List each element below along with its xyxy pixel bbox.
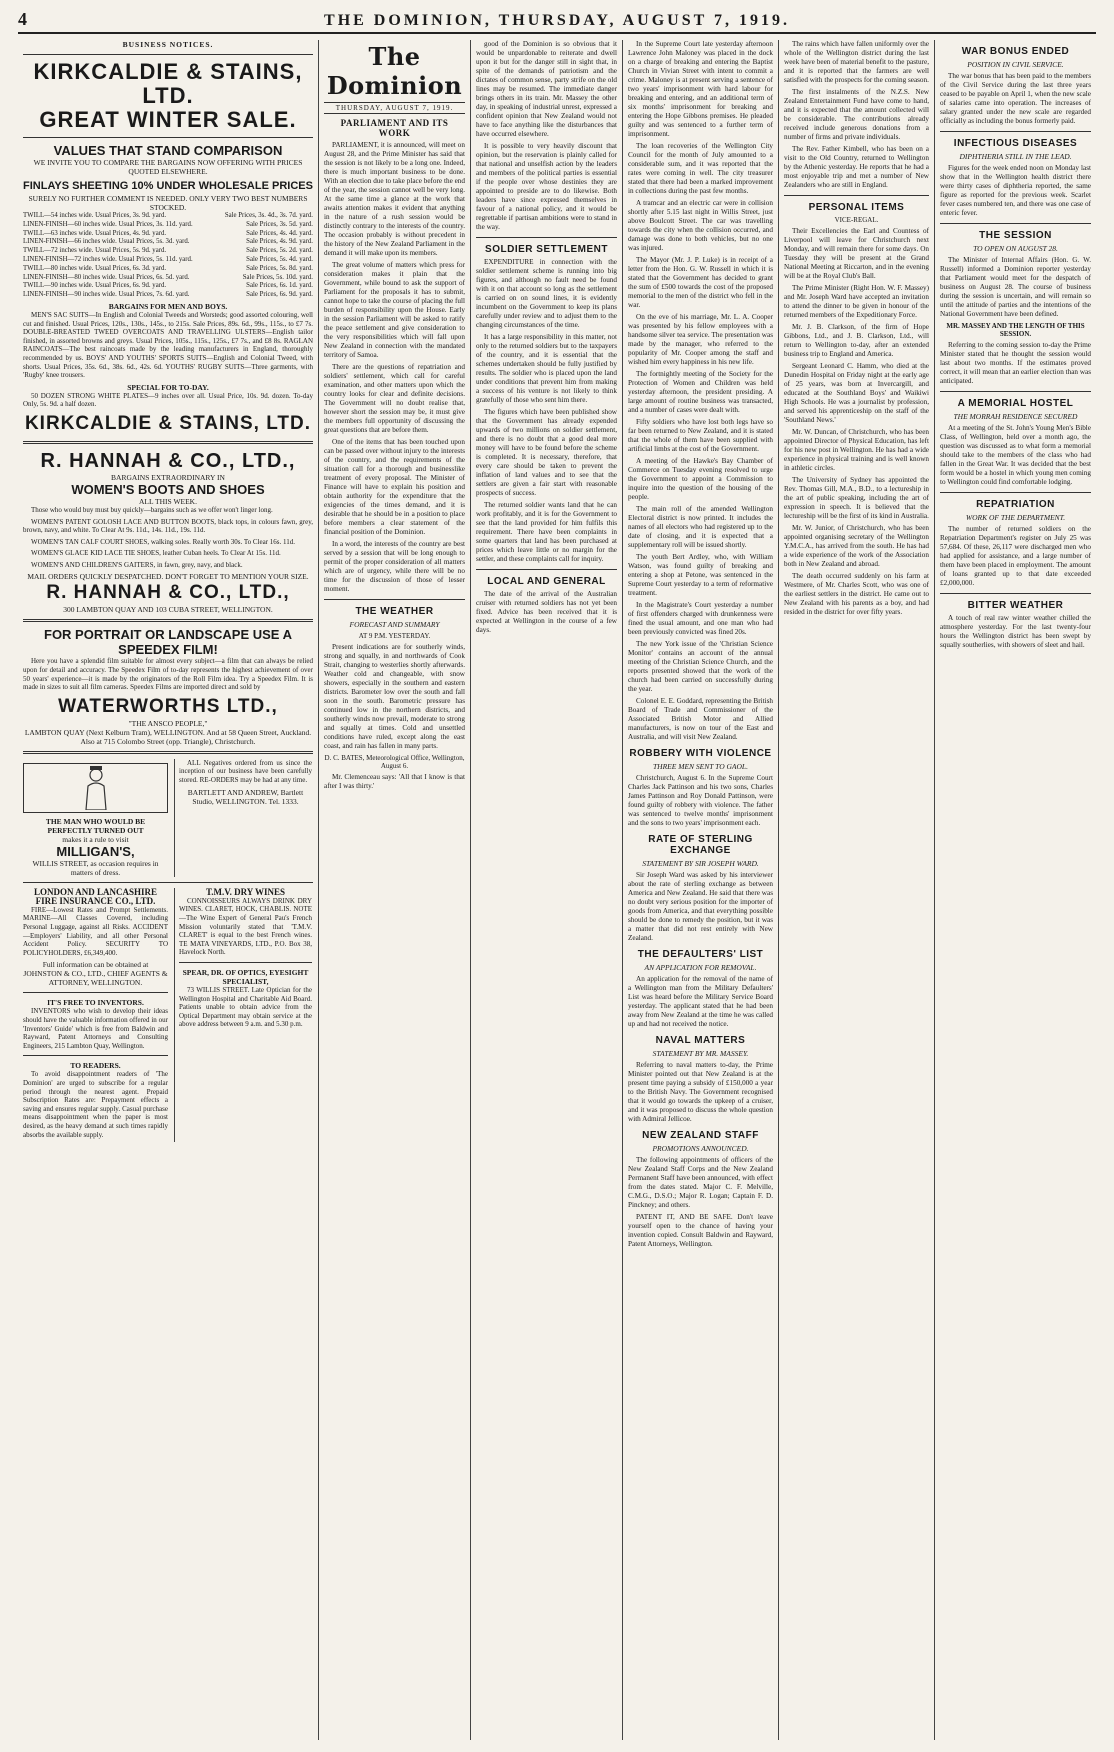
infectious-sub: DIPHTHERIA STILL IN THE LEAD. [959, 152, 1072, 161]
hannah-address: 300 LAMBTON QUAY AND 103 CUBA STREET, WELLINGTON. [63, 605, 273, 615]
leader-paragraph: PARLIAMENT, it is announced, will meet on August 28, and the Prime Minister has said that the session is not likely to be a long one. Indeed, there is much important business to be done. With an election due to take place before the end of the year, the session cannot well be very long. At the same time a glance at the work that awaits attention makes it evident that anything in the nature of a rush session would be distinctly contrary to the interests of the country. The occasion probably is without precedent in the history of the New Zealand Parliament in the demand it will make upon its members. [324, 141, 465, 257]
divider [940, 593, 1091, 594]
memorial-text: At a meeting of the St. John's Young Men's Bible Class, of Wellington, held over a month ago, the question was discussed as to what form a memorial should take to the members of the class who had fallen in the Great War. It was decided that the best form would be a hostel in which young men coming to Wellington could find comfortable lodging. [940, 424, 1091, 486]
weather-heading: THE WEATHER [355, 606, 434, 617]
infectious-text: Figures for the week ended noon on Monday last show that in the Wellington health district there were thirty cases of diphtheria reported, the same figure as reported for the previous week. Scarlet fever cases numbered ten, and there was one case of enteric fever. [940, 164, 1091, 217]
divider [23, 1055, 168, 1056]
price-row [23, 274, 313, 283]
waterworths-address: LAMBTON QUAY (Next Kelburn Tram), WELLINGTON. And at 58 Queen Street, Auckland. Also at 715 Colombo Street (opp. Triangle), Christchurch. [24, 727, 312, 746]
price-item: LINEN-FINISH—90 inches wide. Usual Prices, 7s. 6d. yard. [23, 291, 190, 299]
speedex-text: Here you have a splendid film suitable for almost every subject—a film that can always be relied upon for detail and accuracy. The Speedex Film of to-day represents the highest achievement of over 50 years' experience—it is made by the originators of the Roll Film idea. Try a Speedex Film. It is made in sizes to suit all film cameras. Speedex Films are imported direct and sold by [23, 657, 313, 692]
session-heading: THE SESSION [979, 230, 1052, 241]
personal-heading: PERSONAL ITEMS [808, 202, 905, 213]
kirkcaldie-footer: KIRKCALDIE & STAINS, LTD. [24, 412, 312, 434]
robbery-heading: ROBBERY WITH VIOLENCE [629, 748, 772, 759]
waterworths-name: WATERWORTHS LTD., [58, 695, 278, 717]
personal-paragraph: The death occurred suddenly on his farm at Westmere, of Mr. Charles Scott, who was one of the earliest settlers in the district. He came out to New Zealand with his parents as a boy, and had resided in the district for over fifty years. [784, 572, 929, 616]
hannah-item: WOMEN'S AND CHILDREN'S GAITERS, in fawn, grey, navy, and black. [31, 560, 243, 569]
sale-price: Sale Prices, 6s. 1d. yard. [246, 282, 313, 290]
staff-heading: NEW ZEALAND STAFF [642, 1130, 759, 1141]
divider [23, 882, 313, 883]
london-heading: LONDON AND LANCASHIRE FIRE INSURANCE CO., LTD. [33, 886, 158, 906]
naval-sub: STATEMENT BY MR. MASSEY. [652, 1049, 749, 1058]
soldier-paragraph: The figures which have been published show that the Government has already expended upwards of two millions on soldier settlement, and there is no doubt that a good deal more money will have to be found before the scheme is completed. It is necessary, therefore, that every care should be taken to prevent the inflation of land values and to see that the settlers are given a fair start with reasonable prospects of success. [476, 408, 617, 497]
price-list [23, 212, 313, 300]
price-item: LINEN-FINISH—80 inches wide. Usual Prices, 6s. 5d. yard. [23, 273, 190, 281]
hannah-title: R. HANNAH & CO., LTD., [40, 449, 296, 472]
hannah-intro: Those who would buy must buy quickly—bargains such as we offer won't linger long. [31, 505, 273, 514]
price-row [23, 291, 313, 300]
values-heading: VALUES THAT STAND COMPARISON [53, 143, 283, 158]
price-row [23, 212, 313, 221]
war-bonus-text: The war bonus that has been paid to the members of the Civil Service during the last three years ceased to be payable on April 1, when the new scale of salaries came into operation. The increases of salary granted under the new scale are regarded officially as including the bonus formerly paid. [940, 72, 1091, 125]
divider [940, 131, 1091, 132]
robbery-sub: THREE MEN SENT TO GAOL. [653, 762, 748, 771]
page-title: THE DOMINION, THURSDAY, AUGUST 7, 1919. [324, 12, 790, 29]
men-heading: BARGAINS FOR MEN AND BOYS. [108, 301, 228, 311]
divider [940, 391, 1091, 392]
milligan-address: WILLIS STREET, as occasion requires in matters of dress. [32, 858, 159, 877]
soldier-body [476, 258, 617, 564]
negatives-text: ALL Negatives ordered from us since the inception of our business have been carefully stored. RE-ORDERS may be had at any time. [179, 758, 312, 785]
leader-paragraph: The great volume of matters which press for consideration makes it plain that the Government, while bound to ask the support of Parliament for the proposals it has to submit, cannot hope to take the course of placing the full burden of responsibility upon the House. Early in the session Parliament will be asked to ratify the peace settlement and give consideration to the very responsibilities which will fall upon New Zealand in connection with the mandated territory of Samoa. [324, 261, 465, 359]
ansco-tagline: "THE ANSCO PEOPLE," [128, 718, 208, 728]
sale-price: Sale Prices, 4s. 4d. yard. [246, 229, 313, 237]
price-item: LINEN-FINISH—66 inches wide. Usual Prices, 5s. 3d. yard. [23, 238, 190, 246]
hannah-week: ALL THIS WEEK. [139, 496, 197, 506]
news-paragraph: Fifty soldiers who have lost both legs have so far been returned to New Zealand, and it is stated that the whole of them have been supplied with artificial limbs at the cost of the Government. [628, 418, 773, 453]
news-paragraph: The first instalments of the N.Z.S. New Zealand Entertainment Fund have come to hand, and it is expected that the amount collected will be considerable. The contributions already received include generous donations from a number of firms and private individuals. [784, 88, 929, 141]
session-sub: TO OPEN ON AUGUST 28. [973, 244, 1058, 253]
soldier-paragraph: The returned soldier wants land that he can work profitably, and it is for the Government to see that the land provided for him fulfils this requirement. There have been complaints in some quarters that land has been purchased at prices which leave little or no margin for the settler, and these complaints call for inquiry. [476, 501, 617, 563]
telegram-block [628, 697, 773, 1249]
personal-paragraph: The Prime Minister (Right Hon. W. F. Massey) and Mr. Joseph Ward have accepted an invitation to attend the dinner to be given in honour of the returned members of the Expeditionary Force. [784, 284, 929, 319]
price-item: LINEN-FINISH—60 inches wide. Usual Prices, 3s. 11d. yard. [23, 220, 193, 228]
london-text: FIRE—Lowest Rates and Prompt Settlements. MARINE—All Classes Covered, including Personal Luggage, against all Risks. ACCIDENT—Employers' Liability, and all other Personal Accident Policy. SECURITY TO POLICYHOLDERS, £6,349,400. [23, 905, 168, 957]
robbery-text: Christchurch, August 6. In the Supreme Court Charles Jack Pattinson and his two sons, Charles James Pattinson and Roy Donald Pattinson, were found guilty of robbery with violence. The father was sentenced to twelve months' imprisonment and the sons to two years' imprisonment each. [628, 774, 773, 827]
goddard-text: Colonel E. E. Goddard, representing the British Board of Trade and Commissioner of the Associated British Motor and Allied manufacturers, is now on tour of the East and Australia, and will visit New Zealand. [628, 697, 773, 741]
leader-paragraph: In a word, the interests of the country are best served by a session that will be long enough to permit of the proper consideration of all matters which are of urgency, while there will be no time for the discussion of those of lesser moment. [324, 540, 465, 593]
editorial-paragraph: It is possible to very heavily discount that opinion, but the reservation is plainly called for that national and unselfish action by the leaders and members of the political parties is essential if the people over whose destinies they are appointed to preside are to do likewise. Both leaders have since expressed themselves in favour of a national policy, and it would be regrettable if partisan ambitions were to stand in the way. [476, 142, 617, 231]
defaulters-heading: THE DEFAULTERS' LIST [637, 949, 764, 960]
price-item: TWILL—80 inches wide. Usual Prices, 6s. 3d. yard. [23, 264, 167, 272]
soldier-paragraph: EXPENDITURE in connection with the soldier settlement scheme is running into big figures, and although no fault need be found with it on that account so long as the settlement is carried on on sound lines, it is evidently incumbent on the Government to keep its plans carefully under review and to adjust them to the changing circumstances of the time. [476, 258, 617, 329]
news-paragraph: In the Magistrate's Court yesterday a number of first offenders charged with drunkenness were fined the usual amount, and one man who had been previously convicted was fined 20s. [628, 601, 773, 636]
patent-text: PATENT IT, AND BE SAFE. Don't leave yourself open to the chance of having your invention copied. Consult Baldwin and Rayward, Patent Attorneys, Wellington. [628, 1213, 773, 1248]
price-item: TWILL—72 inches wide. Usual Prices, 5s. 9d. yard. [23, 247, 167, 255]
divider [784, 195, 929, 196]
leader-paragraph: One of the items that has been touched upon can be passed over without injury to the interests of the country, and the requirements of the situation call for a thorough and businesslike treatment of every proposal. The Minister of Finance will have to explain his position and obtain authority for the expenditure that the exigencies of the times demand, and it is desirable that he should be in a position to place before members a clear statement of the financial position of the Dominion. [324, 438, 465, 536]
staff-text: The following appointments of officers of the New Zealand Staff Corps and the New Zealand Permanent Staff have been announced, with effect from the dates stated. Major C. F. Melville, C.M.G., D.S.O.; Major R. Logan; Captain F. D. Pinckney; and others. [628, 1156, 773, 1209]
divider [23, 751, 313, 754]
news-paragraph: The loan recoveries of the Wellington City Council for the month of July amounted to a considerable sum, and it was reported that the rates were coming in well. The city treasurer stated that there had been a marked improvement in collections during the past few months. [628, 142, 773, 195]
news-paragraph: A meeting of the Hawke's Bay Chamber of Commerce on Tuesday evening resolved to urge the Government to appoint a Commission to inquire into the question of the housing of the people. [628, 457, 773, 501]
readers-heading: TO READERS. [70, 1061, 121, 1071]
special-text: 50 DOZEN STRONG WHITE PLATES—9 inches over all. Usual Price, 10s. 9d. dozen. To-day Only, 5s. 9d. a half dozen. [23, 391, 313, 409]
kirkcaldie-sale: GREAT WINTER SALE. [39, 107, 297, 132]
bitter-text: A touch of real raw winter weather chilled the atmosphere yesterday. For the last twenty-four hours the Wellington district has been swept by squally southerlies, with showers of sleet and hail. [940, 614, 1091, 649]
defaulters-text: An application for the removal of the name of a Wellington man from the Military Defaulters' List was heard before the Military Service Board yesterday. The applicant stated that he had been away from New Zealand at the time he was called up and had not received the notice. [628, 975, 773, 1028]
price-item: TWILL—90 inches wide. Usual Prices, 6s. 9d. yard. [23, 282, 167, 290]
leader-paragraph: There are the questions of repatriation and soldiers' settlement, which call for careful examination, and other matters upon which the country looks for clear and definite decisions. The Government will no doubt realise that, however short the session may be, it must give the members full opportunity of discussing the great questions that are before them. [324, 363, 465, 434]
news-paragraph: The youth Bert Ardley, who, with William Watson, was found guilty of breaking and entering a shop at Petone, was sentenced in the Supreme Court yesterday to a term of reformative treatment. [628, 553, 773, 597]
price-item: TWILL—54 inches wide. Usual Prices, 3s. 9d. yard. [23, 212, 167, 219]
editorial-paragraph: good of the Dominion is so obvious that it would be unpardonable to reiterate and dwell upon it but for the danger still in sight that, in spite of the demands of patriotism and the dictates of common sense, party strife on the old lines may be resumed. The immediate danger brings others in its train. Mr. Massey the other day, in speaking of industrial unrest, expressed a confident opinion that New Zealand would not have to face anything like the disturbances that have occurred elsewhere. [476, 40, 617, 138]
personal-paragraph: Mr. W. Duncan, of Christchurch, who has been appointed Director of Physical Education, has left for his new post in Wellington. He has had a wide experience in physical training and is well known in athletic circles. [784, 428, 929, 472]
price-row [23, 238, 313, 247]
personal-paragraph: Mr. W. Junior, of Christchurch, who has been appointed organising secretary of the Wellington Y.M.C.A., has arrived from the south. He has had a wide experience of the work of the Association both in New Zealand and abroad. [784, 524, 929, 568]
news-body-2 [784, 40, 929, 190]
personal-paragraph: The University of Sydney has appointed the Rev. Thomas Gill, M.A., B.D., to a lectureship in the art of public speaking, including the art of expression in speech. It is believed that the lectureship will be the first of its kind in Australia. [784, 476, 929, 520]
price-row [23, 230, 313, 239]
hannah-items [23, 518, 313, 570]
sale-price: Sale Prices, 3s. 4d., 3s. 7d. yard. [224, 212, 313, 219]
milligan-name: MILLIGAN'S, [56, 843, 135, 859]
tmv-text: CONNOISSEURS ALWAYS DRINK DRY WINES. CLARET, HOCK, CHABLIS. NOTE—The Wine Expert of General Pau's French Mission voluntarily stated that 'T.M.V. CLARET' is equal to the best French wines. TE MATA VINEYARDS, LTD., P.O. Box 38, Havelock North. [179, 896, 312, 957]
massey-text: Referring to the coming session to-day the Prime Minister stated that he thought the session would last about two months. If the estimates proved correct, it will mean that an earlier election than was anticipated. [940, 341, 1091, 385]
news-paragraph: The Mayor (Mr. J. P. Luke) is in receipt of a letter from the Hon. G. W. Russell in which it is stated that the Government has decided to grant the sum of £500 towards the cost of the proposed memorial to the men of the district who fell in the war. [628, 256, 773, 309]
divider [940, 492, 1091, 493]
column-personal [778, 40, 934, 1740]
weather-time: AT 9 P.M. YESTERDAY. [358, 632, 431, 640]
business-notices-label: BUSINESS NOTICES. [122, 40, 214, 49]
divider [23, 54, 313, 55]
hannah-bargains: BARGAINS EXTRAORDINARY IN [111, 472, 225, 482]
war-bonus-heading: WAR BONUS ENDED [961, 46, 1070, 57]
news-paragraph: The Rev. Father Kimbell, who has been on a visit to the Old Country, returned to Wellington by the Athenic yesterday. He reports that he had a most enjoyable trip and met a number of New Zealanders who are still in England. [784, 145, 929, 189]
page-masthead [18, 10, 1096, 34]
divider [476, 569, 617, 570]
local-heading: LOCAL AND GENERAL [487, 576, 606, 587]
milligan-heading: THE MAN WHO WOULD BE PERFECTLY TURNED OUT [45, 816, 146, 835]
divider [476, 237, 617, 238]
naval-text: Referring to naval matters to-day, the Prime Minister pointed out that New Zealand is at the present time paying a subsidy of £150,000 a year to the British Navy. The Government recognised that it would go towards the upkeep of a cruiser, and it was proposed to discuss the whole question with Admiral Jellicoe. [628, 1061, 773, 1123]
defaulters-sub: AN APPLICATION FOR REMOVAL. [644, 963, 757, 972]
rate-sub: STATEMENT BY SIR JOSEPH WARD. [642, 859, 759, 868]
rate-heading: RATE OF STERLING EXCHANGE [648, 834, 753, 856]
readers-text: To avoid disappointment readers of 'The Dominion' are urged to subscribe for a regular period through the nearest agent. Prepaid Subscription Rates are: Prepayment effects a saving and ensures regular supply. Casual purchase means disappointment when the paper is most desired, as the heavy demand at such times rapidly absorbs the available supply. [23, 1070, 168, 1139]
sale-price: Sale Prices, 4s. 9d. yard. [246, 238, 313, 246]
personal-paragraph: Sergeant Leonard C. Hamm, who died at the Dunedin Hospital on Friday night at the early age of 25 years, was born at Invercargill, and educated at the Southland Boys' and Waikiwi High Schools. He was a journalist by profession, and served his apprenticeship on the staff of the 'Southland News.' [784, 362, 929, 424]
editorial-continued [476, 40, 617, 232]
massey-heading: MR. MASSEY AND THE LENGTH OF THIS SESSION. [946, 322, 1085, 338]
personal-body [784, 227, 929, 617]
news-paragraph: The new York issue of the 'Christian Science Monitor' contains an account of the annual meeting of the Christian Science Church, and the reports presented showed that the work of the church had been carried on successfully during the year. [628, 640, 773, 693]
hannah-item: WOMEN'S TAN CALF COURT SHOES, walking soles. Really worth 30s. To Clear 16s. 11d. [31, 537, 295, 546]
page-number: 4 [18, 9, 27, 29]
repatriation-text: The number of returned soldiers on the Repatriation Department's register on July 25 was 57,684. Of these, 26,117 were discharged men who had applied for assistance, and a large number of them have been placed in employment. The amount of loans granted up to that date exceeded £2,000,000. [940, 525, 1091, 587]
finlays-heading: FINLAYS SHEETING 10% UNDER WHOLESALE PRICES [23, 180, 313, 192]
personal-paragraph: Their Excellencies the Earl and Countess of Liverpool will leave for Christchurch next Monday, and will remain there for some days. On Tuesday they will be present at the Grand National Meeting at Riccarton, and in the evening will be at the Royal Club's Ball. [784, 227, 929, 280]
price-row [23, 282, 313, 291]
leader-body [324, 141, 465, 594]
news-paragraph: The main roll of the amended Wellington Electoral district is now printed. It includes the names of all electors who had registered up to the date of closing, and it is expected that a supplementary roll will be issued shortly. [628, 505, 773, 549]
paper-date: THURSDAY, AUGUST 7, 1919. [324, 102, 465, 114]
spear-text: 73 WILLIS STREET. Late Optician for the Wellington Hospital and Charitable Aid Board. Patients unable to obtain advice from the Optical Department may obtain service at the above address between 9 a.m. and 5.30 p.m. [179, 986, 312, 1029]
price-item: LINEN-FINISH—72 inches wide. Usual Prices, 5s. 11d. yard. [23, 255, 193, 263]
milligan-mid: makes it a rule to visit [62, 834, 129, 844]
sale-price: Sale Prices, 5s. 10d. yard. [242, 273, 313, 281]
inventors-heading: IT'S FREE TO INVENTORS. [47, 998, 144, 1008]
price-row [23, 221, 313, 230]
news-paragraph: On the eve of his marriage, Mr. L. A. Cooper was presented by his fellow employees with a handsome silver tea service. The presentation was made by the manager, who referred to the popularity of Mr. Cooper among the staff and wished him every happiness in his new life. [628, 313, 773, 366]
sale-price: Sale Prices, 5s. 2d. yard. [246, 247, 313, 255]
values-sub: WE INVITE YOU TO COMPARE THE BARGAINS NOW OFFERING WITH PRICES QUOTED ELSEWHERE. [33, 158, 303, 176]
rate-text: Sir Joseph Ward was asked by his interviewer about the rate of sterling exchange as between America and New Zealand. He said that there was no doubt very serious position for the importer of goods from America, and that everything possible should be done to remedy the position, but it was a matter that did not rest entirely with New Zealand. [628, 871, 773, 942]
personal-paragraph: Mr. J. B. Clarkson, of the firm of Hope Gibbons, Ltd., and J. B. Clarkson, Ltd., will return to Wellington to-day, after an extended business trip to England and America. [784, 323, 929, 358]
speedex-heading: FOR PORTRAIT OR LANDSCAPE USE A SPEEDEX FILM! [44, 627, 292, 658]
column-leader [318, 40, 470, 1740]
column-news [622, 40, 778, 1740]
paper-name: The Dominion [326, 42, 463, 100]
column-ads [18, 40, 318, 1740]
hannah-footer: R. HANNAH & CO., LTD., [46, 582, 290, 604]
sale-price: Sale Prices, 6s. 9d. yard. [246, 291, 313, 299]
hannah-item: WOMEN'S GLACE KID LACE TIE SHOES, leather Cuban heels. To Clear At 15s. 11d. [31, 549, 281, 558]
bartlett-address: BARTLETT AND ANDREW, Bartlett Studio, WELLINGTON. Tel. 1333. [187, 787, 304, 806]
weather-text: Present indications are for southerly winds, strong and squally, in and northwards of Cook Strait, changing to westerlies shortly afterwards. Weather cold and changeable, with snow showers, especially in the southern and eastern districts. Barometer low over the south and fall soon in the south. Barometric pressure has continued low in the northern districts, and southerly winds now prevail, moderate to strong and squally at times. Cold and unsettled conditions have ruled, except along the east coast, and rain has fallen in many parts. [324, 643, 465, 750]
gentleman-icon [76, 766, 116, 810]
spear-heading: SPEAR, DR. OF OPTICS, EYESIGHT SPECIALIST, [182, 968, 309, 986]
divider [23, 992, 168, 993]
divider [179, 962, 312, 963]
divider [940, 223, 1091, 224]
naval-heading: NAVAL MATTERS [655, 1035, 746, 1046]
infectious-heading: INFECTIOUS DISEASES [953, 138, 1078, 149]
news-body [628, 40, 773, 694]
hannah-goods: WOMEN'S BOOTS AND SHOES [71, 481, 265, 497]
local-text: The date of the arrival of the Australian cruiser with returned soldiers has not yet been fixed. Advice has been received that it is expected at Wellington in the course of a few days. [476, 590, 617, 634]
weather-sub: FORECAST AND SUMMARY [349, 620, 440, 629]
hannah-item: WOMEN'S PATENT GOLOSH LACE AND BUTTON BOOTS, black tops, in colours fawn, grey, brown, navy, and white. To Clear At 9s. 11d., 14s. 11d., 19s. 11d. [23, 517, 313, 535]
session-text: The Minister of Internal Affairs (Hon. G. W. Russell) informed a Dominion reporter yesterday that Parliament would meet for the despatch of business on August 28. The course of business during the session is uncertain, and will remain so until the attitude of parties and the intentions of the National Government have been defined. [940, 256, 1091, 318]
column-editorial [470, 40, 622, 1740]
soldier-heading: SOLDIER SETTLEMENT [485, 244, 608, 255]
divider [324, 599, 465, 600]
news-paragraph: A tramcar and an electric car were in collision shortly after 5.15 last night in Willis Street, just above Boulcott Street. The car was travelling towards the city when the collision occurred, and damage was done to both vehicles, but no one was injured. [628, 199, 773, 252]
divider [23, 619, 313, 622]
milligan-figure [23, 763, 168, 813]
price-row [23, 265, 313, 274]
kirkcaldie-title: KIRKCALDIE & STAINS, LTD. [33, 59, 303, 108]
men-text: MEN'S SAC SUITS—In English and Colonial Tweeds and Worsteds; good assorted colouring, well cut and finished. Usual Prices, 120s., 130s., 145s., to 215s. Sale Prices, 89s. 6d., 99s., 115s., to £7 7s. DOUBLE-BREASTED TWEED OVERCOATS AND TRAVELLING ULSTERS—English tailor finished, in assorted browns and greys. Usual Prices, 105s., 115s., 125s., £7 7s., and £8 8s. RAGLAN RAINCOATS—The best raincoats made by the leading manufacturers in England, thoroughly recommended by us. BOYS' AND YOUTHS' SPORTS SUITS—English and Colonial Tweed, with shorts. Usual Prices, 35s. 6d., 38s. 6d., 42s. 6d. YOUTHS' RUGBY SUITS—Three garments, with 'Rugby' knee trousers. [23, 310, 313, 380]
divider [23, 137, 313, 138]
column-telegrams [934, 40, 1096, 1740]
leader-heading: PARLIAMENT AND ITS WORK [340, 118, 449, 138]
clemenceau-text: Mr. Clemenceau says: 'All that I know is that after I was thirty.' [324, 773, 465, 790]
sale-price: Sale Prices, 3s. 5d. yard. [246, 220, 313, 228]
columns [18, 40, 1096, 1740]
tmv-heading: T.M.V. DRY WINES [205, 886, 286, 897]
johnston-text: Full information can be obtained at JOHNSTON & CO., LTD., CHIEF AGENTS & ATTORNEY, WELLINGTON. [23, 960, 168, 988]
price-row [23, 256, 313, 265]
finlays-sub: SURELY NO FURTHER COMMENT IS NEEDED. ONLY VERY TWO BEST NUMBERS STOCKED. [28, 194, 308, 212]
bitter-heading: BITTER WEATHER [967, 600, 1064, 611]
price-item: TWILL—63 inches wide. Usual Prices, 4s. 9d. yard. [23, 229, 167, 237]
divider [23, 441, 313, 444]
news-paragraph: The fortnightly meeting of the Society for the Protection of Women and Children was held yesterday afternoon, the president presiding. A large amount of routine business was transacted, and a number of cases were dealt with. [628, 370, 773, 414]
price-row [23, 247, 313, 256]
sale-price: Sale Prices, 5s. 8d. yard. [246, 264, 313, 272]
hannah-mail: MAIL ORDERS QUICKLY DESPATCHED. DON'T FORGET TO MENTION YOUR SIZE. [27, 572, 309, 582]
repatriation-sub: WORK OF THE DEPARTMENT. [965, 513, 1066, 522]
war-bonus-sub: POSITION IN CIVIL SERVICE. [967, 60, 1064, 69]
inventors-text: INVENTORS who wish to develop their ideas should have the valuable information offered in our 'Inventors' Guide' which is free from Baldwin and Rayward, Patent Attorneys and Consulting Engineers, 215 Lambton Quay, Wellington. [23, 1007, 168, 1050]
repatriation-heading: REPATRIATION [976, 499, 1055, 510]
memorial-heading: A MEMORIAL HOSTEL [957, 398, 1074, 409]
weather-signature: D. C. BATES, Meteorological Office, Wellington, August 6. [324, 754, 465, 770]
special-heading: SPECIAL FOR TO-DAY. [127, 382, 209, 392]
sale-price: Sale Prices, 5s. 4d. yard. [246, 255, 313, 263]
soldier-paragraph: It has a large responsibility in this matter, not only to the returned soldiers but to the taxpayers of the country, and it is essential that the schemes undertaken should be fully justified by results. The soldier who is placed upon the land under conditions that prevent him from making a success of his venture is not likely to think gratefully of those who sent him there. [476, 333, 617, 404]
news-paragraph: In the Supreme Court late yesterday afternoon Lawrence John Maloney was placed in the dock on a charge of breaking and entering the Baptist Church in Vivian Street with intent to commit a crime. Maloney is at present serving a sentence of two years' imprisonment with hard labour for breaking and entering, and an additional term of six months' imprisonment for breaking and entering the Hope Gibbons premises. He pleaded guilty and was sentenced to a further term of imprisonment. [628, 40, 773, 138]
news-paragraph: The rains which have fallen uniformly over the whole of the Wellington district during the last week have been of material benefit to the pasture, and it is reported that the farmers are well satisfied with the prospects for the coming season. [784, 40, 929, 84]
vice-regal-label: VICE-REGAL. [834, 216, 879, 224]
memorial-sub: THE MORRAH RESIDENCE SECURED [953, 412, 1078, 421]
staff-sub: PROMOTIONS ANNOUNCED. [652, 1144, 749, 1153]
